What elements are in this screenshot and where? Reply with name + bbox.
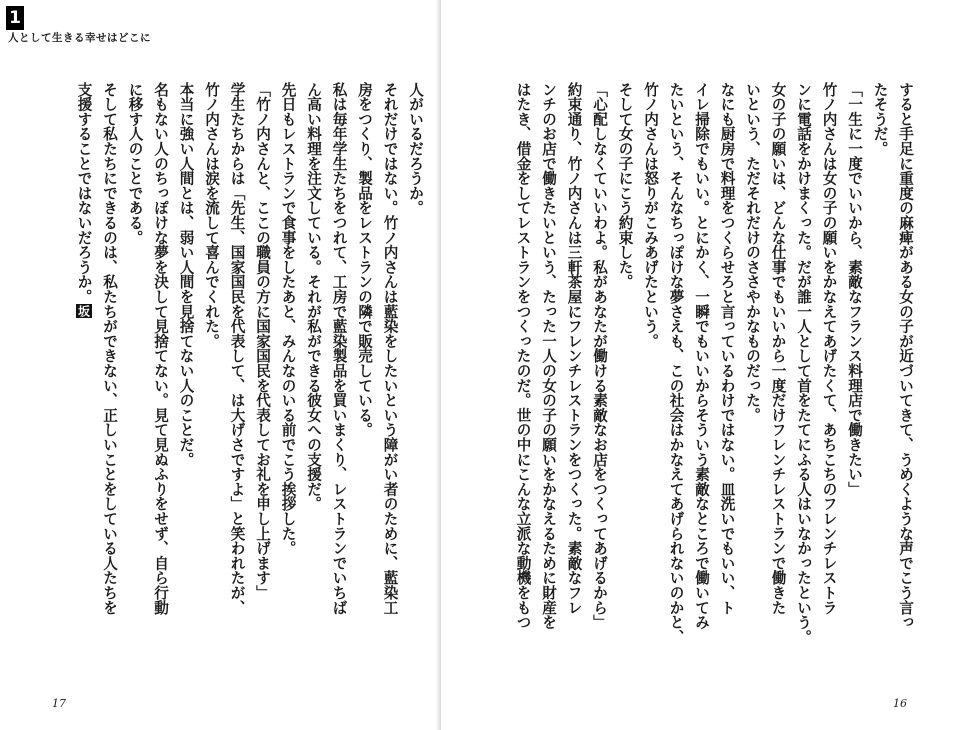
body-line: 人がいるだろうか。 — [407, 82, 424, 216]
body-line: それだけではない。竹ノ内さんは藍染をしたいという障がい者のために、藍染工 — [381, 82, 399, 615]
right-page-body — [514, 82, 918, 645]
body-line: 竹ノ内さんは怒りがこみあげたという。 — [642, 82, 659, 349]
body-line: ん高い料理を注文している。それが私ができる彼女への支援だ。 — [305, 82, 322, 512]
body-line: 学生たちからは「先生、国家国民を代表して、は大げさですよ」と笑われたが、 — [228, 82, 246, 615]
author-mark: 坂 — [76, 305, 91, 318]
body-line: 「竹ノ内さんと、ここの職員の方に国家国民を代表してお礼を申し上げます」 — [254, 82, 271, 600]
body-line: なにも厨房で料理をつくらせろと言っているわけではない。皿洗いでもいい、ト — [718, 82, 736, 615]
body-line: 「一生に一度でいいから、素敵なフランス料理店で働きたい」 — [846, 82, 863, 497]
chapter-title: 人として生きる幸せはどこに — [8, 32, 151, 44]
body-line: 「心配しなくていいわよ。私があなたが働ける素敵なお店をつくってあげるから」 — [591, 82, 608, 630]
left-page — [0, 0, 441, 730]
page-number-left: 17 — [52, 697, 66, 710]
body-line: に移す人のことである。 — [126, 82, 144, 245]
body-line: 房をつくり、製品をレストランの隣で販売している。 — [356, 82, 373, 438]
body-line: そして私たちにできるのは、私たちができない、正しいことをしている人たちを — [101, 82, 118, 615]
body-line: 女の子の願いは、どんな仕事でもいいから一度だけフレンチレストランで働きた — [769, 82, 787, 615]
body-line-text: 支援することではないだろうか。 — [75, 82, 93, 304]
page-number-right: 16 — [893, 697, 907, 710]
body-line: いという、ただそれだけのささやかなものだった。 — [744, 82, 761, 423]
body-line: 竹ノ内さんは涙を流して喜んでくれた。 — [203, 82, 220, 349]
body-line: イレ掃除でもいい。とにかく、一瞬でもいいからそういう素敵なところで働いてみ — [693, 82, 710, 630]
body-line: ンチのお店で働きたいという、たった一人の女の子の願いをかなえるために財産を — [540, 82, 557, 630]
left-page-body — [75, 82, 428, 622]
body-line: 私は毎年学生たちをつれて、工房で藍染製品を買いまくり、レストランでいちば — [330, 82, 348, 615]
body-line: そして女の子にこう約束した。 — [616, 82, 634, 290]
body-line: すると手足に重度の麻痺がある女の子が近づいてきて、うめくような声でこう言っ — [897, 82, 914, 630]
body-line: 名もない人のちっぽけな夢を決して見捨てない。見て見ぬふりをせず、自ら行動 — [152, 82, 169, 615]
body-line: 約束通り、竹ノ内さんは三軒茶屋にフレンチレストランをつくった。素敵なフレ — [565, 82, 583, 615]
body-line: たいという、そんなちっぽけな夢さえも、この社会はかなえてあげられないのかと、 — [667, 82, 685, 645]
body-line: 竹ノ内さんは女の子の願いをかなえてあげたくて、あちこちのフレンチレストラ — [820, 82, 838, 615]
chapter-number-badge: 1 — [6, 6, 24, 30]
body-line: たそうだ。 — [871, 82, 889, 156]
body-line: 先日もレストランで食事をしたあと、みんなのいる前でこう挨拶した。 — [279, 82, 297, 556]
body-line: はたき、借金をしてレストランをつくったのだ。世の中にこんな立派な動機をもつ — [514, 82, 532, 630]
body-line-last — [71, 82, 97, 622]
body-line: ンに電話をかけまくった。だが誰一人として首をたてにふる人はいなかったという。 — [795, 82, 812, 645]
body-line: 本当に強い人間とは、弱い人間を見捨てない人のことだ。 — [177, 82, 195, 467]
